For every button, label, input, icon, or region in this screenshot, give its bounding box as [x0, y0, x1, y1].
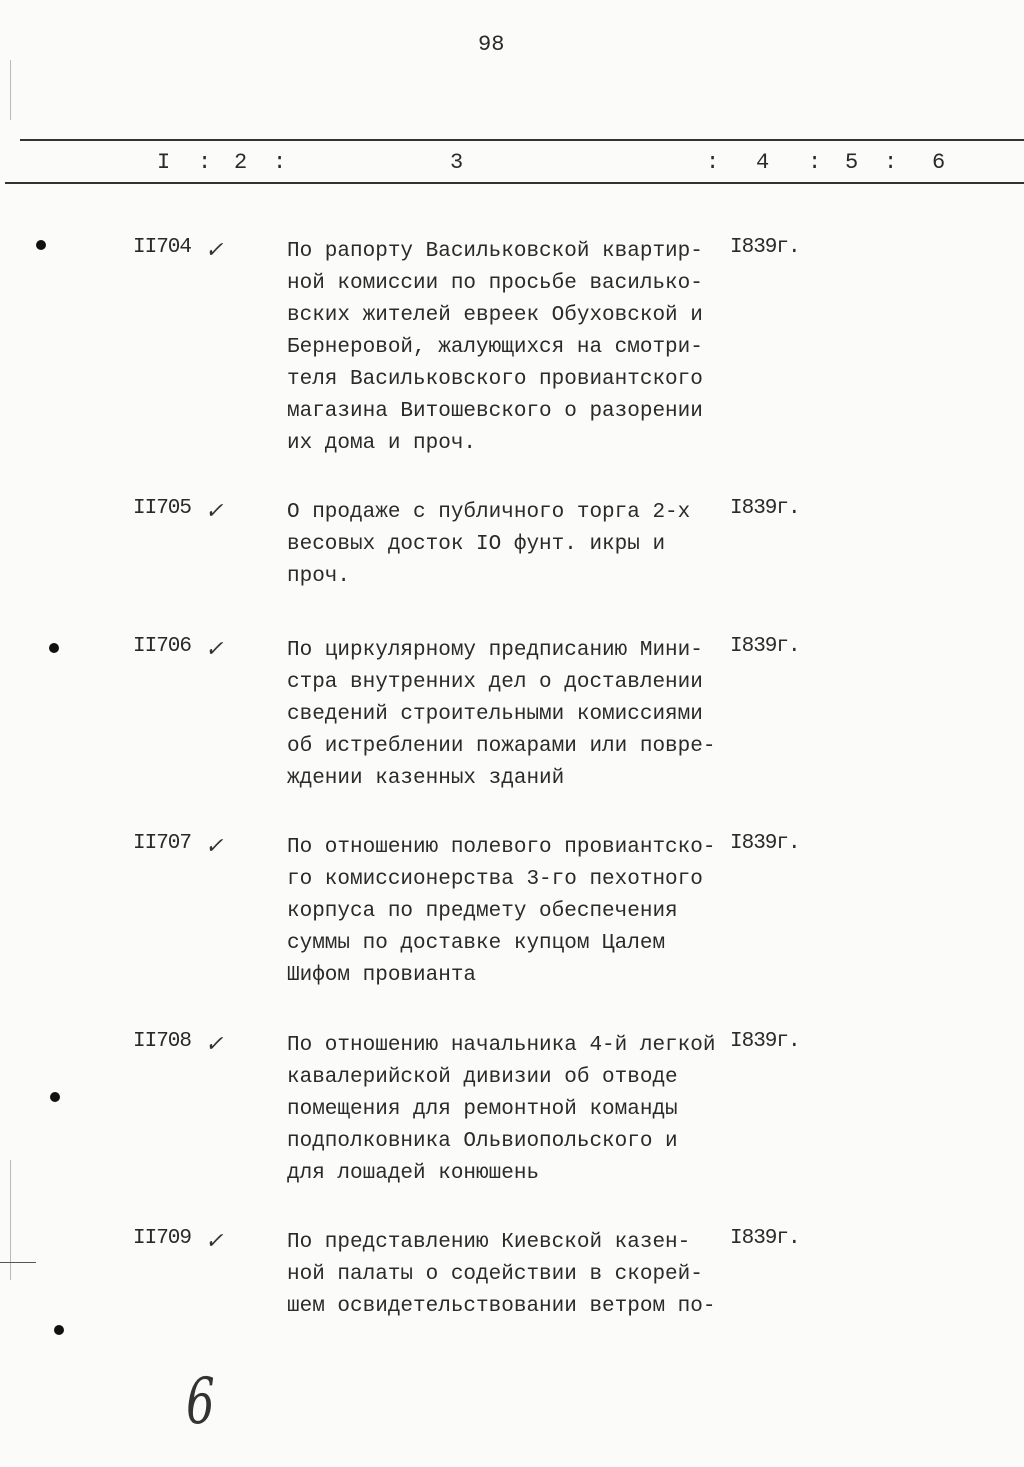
description-line: По рапорту Васильковской квартир- — [287, 240, 703, 263]
entry-number: II709 — [133, 1227, 192, 1250]
description-line: ждении казенных зданий — [287, 767, 565, 790]
checkmark-icon: ✓ — [205, 834, 224, 859]
handwritten-note: 6 — [186, 1365, 215, 1439]
column-separator: : — [706, 150, 720, 175]
scan-edge — [10, 60, 11, 120]
entry-year: I839г. — [730, 497, 800, 520]
entry-description — [287, 236, 703, 460]
column-separator: : — [273, 150, 287, 175]
header-top-rule — [20, 139, 1024, 141]
column-header-3: 3 — [450, 150, 464, 175]
entry-description — [287, 635, 715, 795]
column-header-1: I — [157, 150, 171, 175]
entry-description — [287, 497, 690, 593]
margin-mark — [0, 1262, 36, 1263]
column-header-5: 5 — [845, 150, 859, 175]
entry-description — [287, 832, 715, 992]
entry-year: I839г. — [730, 1030, 800, 1053]
entry-year: I839г. — [730, 236, 800, 259]
checkmark-icon: ✓ — [205, 238, 224, 263]
punch-dot — [54, 1325, 64, 1335]
description-line: ной комиссии по просьбе василько- — [287, 272, 703, 295]
description-line: ной палаты о содействии в скорей- — [287, 1263, 703, 1286]
description-line: сведений строительными комиссиями — [287, 703, 703, 726]
column-header-4: 4 — [756, 150, 770, 175]
checkmark-icon: ✓ — [205, 1032, 224, 1057]
description-line: кавалерийской дивизии об отводе — [287, 1066, 678, 1089]
description-line: Бернеровой, жалующихся на смотри- — [287, 336, 703, 359]
punch-dot — [49, 643, 59, 653]
description-line: суммы по доставке купцом Цалем — [287, 932, 666, 955]
description-line: проч. — [287, 565, 351, 588]
entry-number: II704 — [133, 236, 192, 259]
description-line: Шифом провианта — [287, 964, 477, 987]
description-line: По отношению начальника 4-й легкой — [287, 1034, 716, 1057]
entry-description — [287, 1227, 715, 1323]
description-line: О продаже с публичного торга 2-х — [287, 501, 691, 524]
column-separator: : — [808, 150, 822, 175]
column-separator: : — [884, 150, 898, 175]
description-line: весовых досток IО фунт. икры и — [287, 533, 666, 556]
description-line: корпуса по предмету обеспечения — [287, 900, 678, 923]
description-line: теля Васильковского провиантского — [287, 368, 703, 391]
entry-number: II705 — [133, 497, 192, 520]
entry-number: II707 — [133, 832, 192, 855]
column-header-6: 6 — [932, 150, 946, 175]
punch-dot — [36, 240, 46, 250]
checkmark-icon: ✓ — [205, 1229, 224, 1254]
checkmark-icon: ✓ — [205, 499, 224, 524]
checkmark-icon: ✓ — [205, 637, 224, 662]
description-line: магазина Витошевского о разорении — [287, 400, 703, 423]
entry-description — [287, 1030, 715, 1190]
entry-number: II708 — [133, 1030, 192, 1053]
column-header-2: 2 — [234, 150, 248, 175]
header-bottom-rule — [5, 182, 1024, 184]
punch-dot — [50, 1092, 60, 1102]
description-line: стра внутренних дел о доставлении — [287, 671, 703, 694]
description-line: шем освидетельствовании ветром по- — [287, 1295, 716, 1318]
entry-year: I839г. — [730, 1227, 800, 1250]
description-line: помещения для ремонтной команды — [287, 1098, 678, 1121]
description-line: их дома и проч. — [287, 432, 477, 455]
description-line: подполковника Ольвиопольского и — [287, 1130, 678, 1153]
description-line: об истреблении пожарами или повре- — [287, 735, 716, 758]
description-line: вских жителей евреек Обуховской и — [287, 304, 703, 327]
description-line: для лошадей конюшень — [287, 1162, 540, 1185]
entry-number: II706 — [133, 635, 192, 658]
entry-year: I839г. — [730, 635, 800, 658]
description-line: го комиссионерства 3-го пехотного — [287, 868, 703, 891]
page-number: 98 — [478, 32, 505, 57]
description-line: По отношению полевого провиантско- — [287, 836, 716, 859]
column-separator: : — [198, 150, 212, 175]
description-line: По представлению Киевской казен- — [287, 1231, 691, 1254]
description-line: По циркулярному предписанию Мини- — [287, 639, 703, 662]
entry-year: I839г. — [730, 832, 800, 855]
